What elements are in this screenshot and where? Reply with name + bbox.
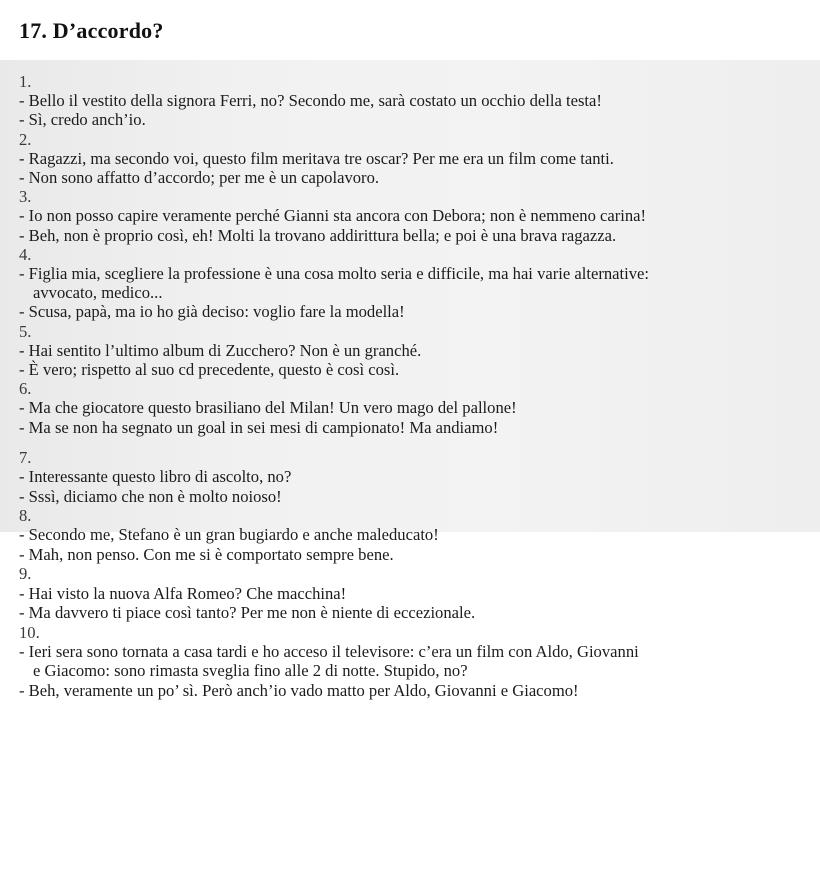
exercise-title: 17. D’accordo? [19, 18, 164, 43]
dialog-number: 1. [19, 72, 32, 91]
dialog-10 [19, 623, 809, 701]
dialog-line: - Sssì, diciamo che non è molto noioso! [19, 486, 282, 506]
dialog-5 [19, 322, 809, 380]
dialog-line: - Ragazzi, ma secondo voi, questo film meritava tre oscar? Per me era un film come tanti. [19, 148, 614, 168]
dialog-line: - Scusa, papà, ma io ho già deciso: voglio fare la modella! [19, 302, 405, 322]
dialog-number: 5. [19, 321, 32, 341]
dialog-number: 9. [19, 564, 32, 584]
dialog-line: - Ma davvero ti piace così tanto? Per me non è niente di eccezionale. [19, 603, 476, 623]
dialog-line: - Hai sentito l’ultimo album di Zucchero? Non è un granché. [19, 340, 422, 360]
dialog-line: - Ma se non ha segnato un goal in sei mesi di campionato! Ma andiamo! [19, 417, 499, 437]
dialog-line: - Ma che giocatore questo brasiliano del Milan! Un vero mago del pallone! [19, 398, 517, 418]
dialog-number: 7. [19, 447, 32, 467]
dialog-2 [19, 130, 809, 188]
dialog-line: - Io non posso capire veramente perché Gianni sta ancora con Debora; non è nemmeno carina! [19, 206, 647, 226]
dialog-number: 8. [19, 506, 32, 526]
dialog-line: - Ieri sera sono tornata a casa tardi e ho acceso il televisore: c’era un film con Aldo, Giovanni [19, 641, 639, 661]
dialog-line: - Sì, credo anch’io. [19, 110, 146, 130]
dialog-9 [19, 564, 809, 622]
dialog-line-continuation: e Giacomo: sono rimasta sveglia fino alle 2 di notte. Stupido, no? [33, 661, 468, 681]
dialog-line: - Non sono affatto d’accordo; per me è un capolavoro. [19, 168, 380, 188]
dialog-line: - È vero; rispetto al suo cd precedente, questo è così così. [19, 360, 400, 380]
dialog-number: 4. [19, 244, 32, 264]
dialog-line: - Hai visto la nuova Alfa Romeo? Che macchina! [19, 583, 347, 603]
dialog-1 [19, 72, 809, 130]
dialog-7 [19, 448, 809, 506]
dialog-line: - Mah, non penso. Con me si è comportato sempre bene. [19, 544, 394, 564]
dialog-line: - Beh, veramente un po’ sì. Però anch’io vado matto per Aldo, Giovanni e Giacomo! [19, 680, 579, 700]
dialog-line: - Figlia mia, scegliere la professione è una cosa molto seria e difficile, ma hai varie alternative: [19, 264, 650, 284]
dialog-number: 10. [19, 622, 40, 642]
dialog-number: 3. [19, 187, 32, 207]
dialog-line-continuation: avvocato, medico... [33, 283, 163, 303]
dialog-line: - Beh, non è proprio così, eh! Molti la trovano addirittura bella; e poi è una brava ragazza. [19, 225, 617, 245]
dialog-line: - Interessante questo libro di ascolto, no? [19, 467, 292, 487]
dialog-3 [19, 187, 809, 245]
dialog-number: 6. [19, 379, 32, 399]
dialog-line: - Bello il vestito della signora Ferri, no? Secondo me, sarà costato un occhio della testa! [19, 91, 602, 111]
dialog-4 [19, 245, 809, 322]
dialog-list [19, 72, 809, 700]
dialog-8 [19, 506, 809, 564]
dialog-6 [19, 379, 809, 437]
dialog-number: 2. [19, 129, 32, 149]
dialog-line: - Secondo me, Stefano è un gran bugiardo e anche maleducato! [19, 525, 439, 545]
